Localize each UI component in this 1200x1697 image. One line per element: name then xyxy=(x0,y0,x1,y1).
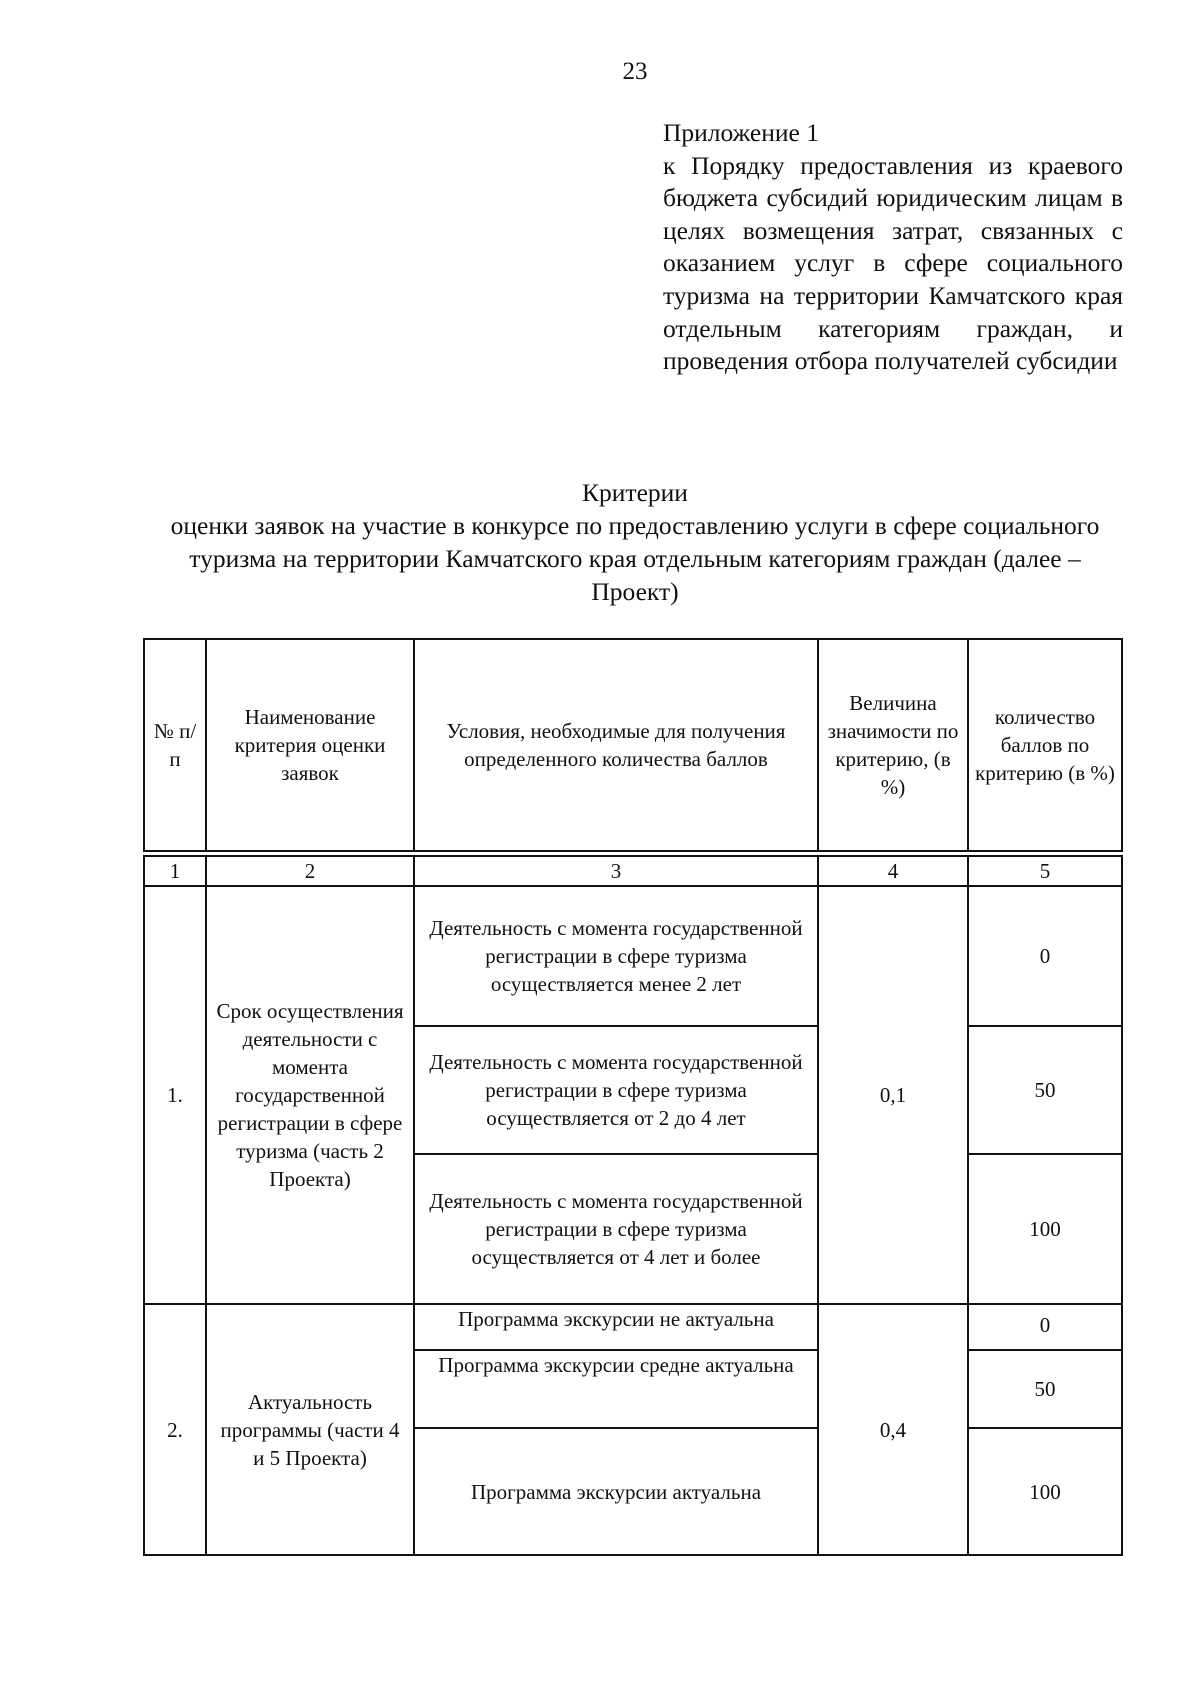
condition-score: 0 xyxy=(968,886,1122,1026)
appendix-title: Приложение 1 xyxy=(663,118,819,147)
condition-score: 0 xyxy=(968,1304,1122,1350)
table-row xyxy=(144,1304,1122,1350)
condition-text: Деятельность с момента государственной регистрации в сфере туризма осуществляется от 2 до 4 лет xyxy=(414,1026,818,1154)
criterion-name: Срок осуществления деятельности с момента государственной регистрации в сфере туризма (часть 2 Проекта) xyxy=(206,886,414,1304)
header-criterion-name: Наименование критерия оценки заявок xyxy=(206,639,414,851)
condition-text: Деятельность с момента государственной регистрации в сфере туризма осуществляется менее 2 лет xyxy=(414,886,818,1026)
column-numbers-row xyxy=(144,856,1122,886)
page-number: 23 xyxy=(622,58,648,85)
heading-subtitle: оценки заявок на участие в конкурсе по предоставлению услуги в сфере социального туризма на территории Камчатского края отдельным категориям граждан (далее – Проект) xyxy=(170,511,1100,606)
row-number: 1. xyxy=(144,886,206,1304)
condition-text: Программа экскурсии не актуальна xyxy=(414,1304,818,1350)
condition-score: 100 xyxy=(968,1428,1122,1555)
column-number: 2 xyxy=(206,856,414,886)
column-number: 5 xyxy=(968,856,1122,886)
header-number: № п/п xyxy=(144,639,206,851)
appendix-text: к Порядку предоставления из краевого бюджета субсидий юридическим лицам в целях возмещения затрат, связанных с оказанием услуг в сфере социального туризма на территории Камчатского края отдельным категориям граждан, и проведения отбора получателей субсидии xyxy=(663,150,1123,376)
criteria-table xyxy=(143,638,1123,1556)
header-score: количество баллов по критерию (в %) xyxy=(968,639,1122,851)
criterion-name: Актуальность программы (части 4 и 5 Проекта) xyxy=(206,1304,414,1555)
table-header-row xyxy=(144,639,1122,851)
appendix-block xyxy=(663,117,1123,378)
condition-score: 50 xyxy=(968,1026,1122,1154)
header-weight: Величина значимости по критерию, (в %) xyxy=(818,639,968,851)
heading-title: Критерии xyxy=(582,478,688,507)
criterion-weight: 0,4 xyxy=(818,1304,968,1555)
column-number: 4 xyxy=(818,856,968,886)
condition-text: Деятельность с момента государственной регистрации в сфере туризма осуществляется от 4 лет и более xyxy=(414,1154,818,1304)
row-number: 2. xyxy=(144,1304,206,1555)
document-heading xyxy=(120,476,1150,608)
column-number: 1 xyxy=(144,856,206,886)
table-row xyxy=(144,886,1122,1026)
criterion-weight: 0,1 xyxy=(818,886,968,1304)
condition-text: Программа экскурсии актуальна xyxy=(414,1428,818,1555)
column-number: 3 xyxy=(414,856,818,886)
condition-score: 100 xyxy=(968,1154,1122,1304)
condition-score: 50 xyxy=(968,1350,1122,1428)
header-conditions: Условия, необходимые для получения определенного количества баллов xyxy=(414,639,818,851)
condition-text: Программа экскурсии средне актуальна xyxy=(414,1350,818,1428)
